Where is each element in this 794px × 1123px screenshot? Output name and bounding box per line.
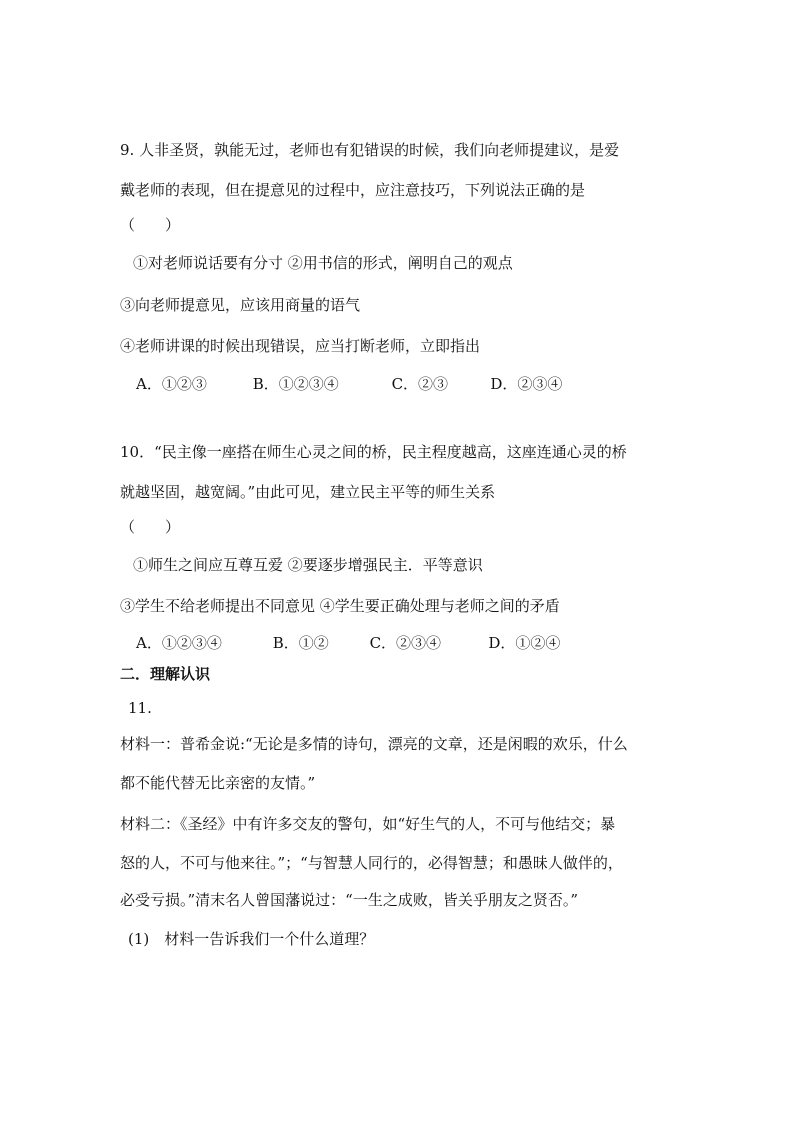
q10-option-c: C．②③④ [369, 634, 442, 652]
q11-number: 11. [128, 699, 152, 717]
q10-option-d: D．①②④ [488, 634, 561, 652]
q9-stem-line2: 戴老师的表现，但在提意见的过程中，应注意技巧，下列说法正确的是 [120, 181, 586, 199]
q9-stem-line1: 9. 人非圣贤，孰能无过，老师也有犯错误的时候，我们向老师提建议，是爱 [120, 141, 620, 159]
section-heading: 二．理解认识 [120, 665, 211, 683]
q11-material2-line3: 必受亏损。”清末名人曾国藩说过：“一生之成败，皆关乎朋友之贤否。” [120, 891, 579, 909]
q10-stem-line2: 就越坚固，越宽阔。”由此可见，建立民主平等的师生关系 [120, 483, 496, 501]
q10-option-a: A．①②③④ [136, 634, 222, 652]
q9-option-a: A．①②③ [136, 375, 207, 393]
q9-options [136, 374, 562, 394]
q10-options [136, 633, 560, 653]
q9-option-b: B．①②③④ [252, 375, 339, 393]
q9-statement-3: ③向老师提意见，应该用商量的语气 [120, 296, 361, 314]
q11-subquestion-1: (1) 材料一告诉我们一个什么道理？ [128, 930, 375, 948]
q11-material1-line1: 材料一：普希金说:“无论是多情的诗句，漂亮的文章，还是闲暇的欢乐，什么 [120, 735, 628, 753]
q9-statement-1-2: ①对老师说话要有分寸 ②用书信的形式，阐明自己的观点 [133, 254, 513, 272]
q9-statement-4: ④老师讲课的时候出现错误，应当打断老师，立即指出 [120, 337, 481, 355]
q10-answer-paren: （ ） [120, 518, 181, 536]
q10-stem-line1: 10．“民主像一座搭在师生心灵之间的桥，民主程度越高，这座连通心灵的桥 [120, 443, 627, 461]
q10-statement-3-4: ③学生不给老师提出不同意见 ④学生要正确处理与老师之间的矛盾 [120, 597, 560, 615]
q9-answer-paren: （ ） [120, 216, 181, 234]
q11-material2-line2: 怒的人，不可与他来往。”；“与智慧人同行的，必得智慧；和愚昧人做伴的， [120, 854, 623, 872]
q10-statement-1-2: ①师生之间应互尊互爱 ②要逐步增强民主．平等意识 [133, 556, 483, 574]
q11-material1-line2: 都不能代替无比亲密的友情。” [120, 774, 316, 792]
q9-option-c: C．②③ [391, 375, 449, 393]
q10-option-b: B．①② [272, 634, 329, 652]
q11-material2-line1: 材料二：《圣经》中有许多交友的警句，如“好生气的人，不可与他结交；暴 [120, 815, 616, 833]
q9-option-d: D．②③④ [490, 375, 563, 393]
